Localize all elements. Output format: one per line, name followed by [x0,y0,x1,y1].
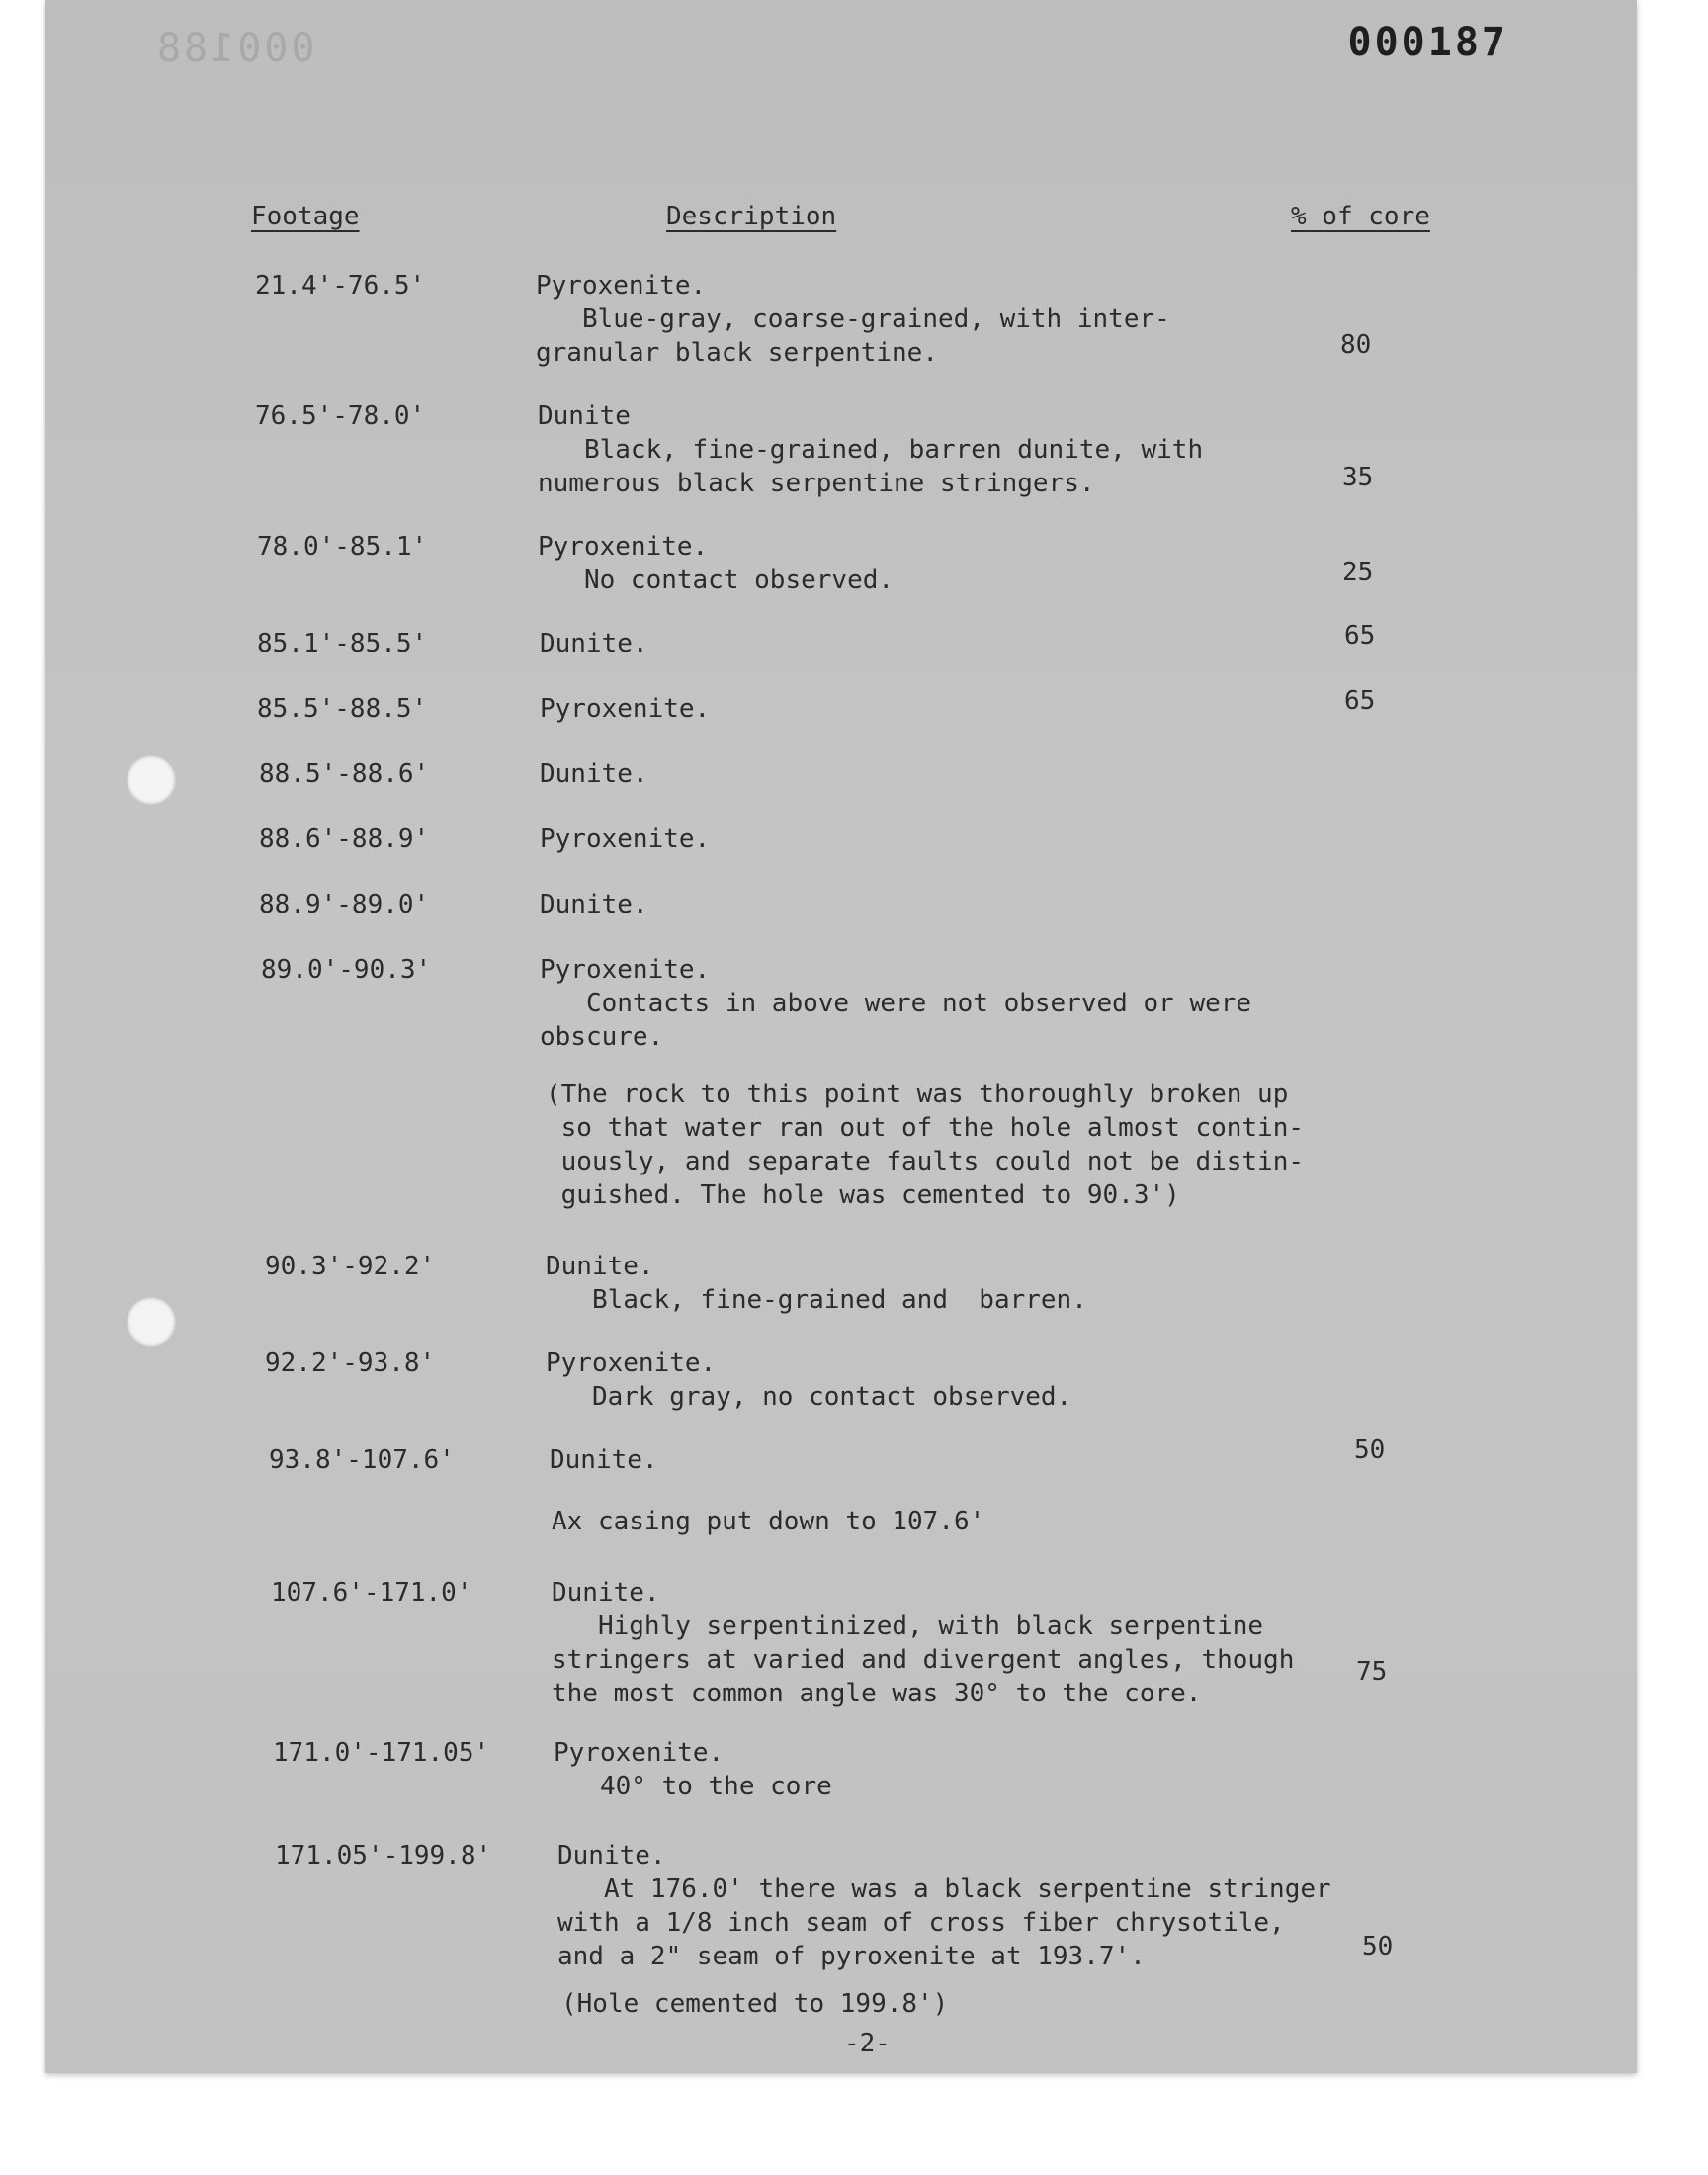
description-line: with a 1/8 inch seam of cross fiber chrysotile, [557,1908,1285,1938]
description-cell [540,823,710,856]
percent-of-core-cell: 50 [1362,1932,1394,1961]
percent-of-core-cell: 80 [1340,330,1372,360]
footage-cell: 88.5'-88.6' [259,759,430,789]
percent-of-core-cell: 65 [1344,686,1376,716]
description-cell [554,1736,832,1803]
description-cell [546,1250,1087,1317]
description-line: Blue-gray, coarse-grained, with inter- [536,304,1170,334]
description-cell [538,530,894,597]
footage-cell: 92.2'-93.8' [265,1348,436,1378]
description-line: and a 2" seam of pyroxenite at 193.7'. [557,1942,1146,1971]
description-line: granular black serpentine. [536,338,938,368]
description-cell [538,399,1203,500]
description-line: Pyroxenite. [554,1738,725,1768]
description-line: stringers at varied and divergent angles, though [552,1645,1295,1675]
description-line: Pyroxenite. [546,1348,717,1378]
description-cell [540,953,1251,1054]
footage-cell: 89.0'-90.3' [261,955,432,985]
footage-cell: 85.1'-85.5' [257,629,428,658]
footage-cell: 93.8'-107.6' [269,1445,455,1475]
note-hole-cemented: (Hole cemented to 199.8') [561,1989,949,2019]
footage-cell: 85.5'-88.5' [257,694,428,724]
note-broken-rock: (The rock to this point was thoroughly broken up so that water ran out of the hole almost contin- uously, and separate faults could not be distin- guished. The hole was cemented to 90.3') [546,1080,1305,1210]
header-percent-of-core: % of core [1291,202,1430,231]
description-cell [552,1576,1294,1710]
description-line: 40° to the core [554,1772,832,1801]
description-line: Black, fine-grained and barren. [546,1285,1087,1315]
footage-cell: 88.9'-89.0' [259,890,430,919]
footage-cell: 107.6'-171.0' [271,1578,472,1608]
description-line: Dunite. [540,759,648,789]
description-line: Pyroxenite. [540,694,711,724]
footage-cell: 88.6'-88.9' [259,825,430,854]
description-line: Dunite. [557,1841,666,1870]
header-description: Description [666,202,837,231]
description-line: Dark gray, no contact observed. [546,1382,1072,1412]
description-line: obscure. [540,1022,664,1052]
description-line: Highly serpentinized, with black serpentine [552,1611,1264,1641]
header-footage: Footage [251,202,360,231]
description-line: No contact observed. [538,566,895,595]
description-line: Dunite. [550,1445,658,1475]
footage-cell: 76.5'-78.0' [255,401,426,431]
document-sheet [45,0,1637,2073]
description-line: numerous black serpentine stringers. [538,469,1095,498]
ghost-document-number: 000188 [154,26,315,71]
footage-cell: 21.4'-76.5' [255,271,426,301]
description-cell [546,1347,1071,1414]
note-casing: Ax casing put down to 107.6' [552,1507,985,1536]
percent-of-core-cell: 35 [1342,463,1374,492]
footage-cell: 171.0'-171.05' [273,1738,490,1768]
description-cell [540,757,648,791]
description-line: Dunite. [540,629,648,658]
description-line: Dunite. [552,1578,660,1608]
description-cell [557,1839,1331,1973]
percent-of-core-cell: 50 [1354,1436,1386,1465]
footage-cell: 171.05'-199.8' [275,1841,492,1870]
description-line: Dunite. [546,1252,654,1281]
description-line: Dunite [538,401,631,431]
description-line: Pyroxenite. [538,532,709,562]
description-line: Contacts in above were not observed or were [540,989,1252,1018]
footage-cell: 90.3'-92.2' [265,1252,436,1281]
description-line: Pyroxenite. [536,271,707,301]
description-line: Pyroxenite. [540,825,711,854]
description-cell [540,888,648,921]
description-line: At 176.0' there was a black serpentine stringer [557,1874,1331,1904]
document-number: 000187 [1347,20,1508,65]
percent-of-core-cell: 75 [1356,1657,1388,1687]
page-number: -2- [844,2029,891,2058]
footage-cell: 78.0'-85.1' [257,532,428,562]
description-cell [540,692,710,726]
punch-hole-lower [127,1297,176,1347]
percent-of-core-cell: 65 [1344,621,1376,651]
description-cell [550,1443,658,1477]
description-line: the most common angle was 30° to the core. [552,1679,1202,1708]
description-cell [540,627,648,660]
percent-of-core-cell: 25 [1342,558,1374,587]
description-line: Dunite. [540,890,648,919]
description-line: Pyroxenite. [540,955,711,985]
description-line: Black, fine-grained, barren dunite, with [538,435,1204,465]
description-cell [536,269,1170,370]
punch-hole-upper [127,755,176,805]
